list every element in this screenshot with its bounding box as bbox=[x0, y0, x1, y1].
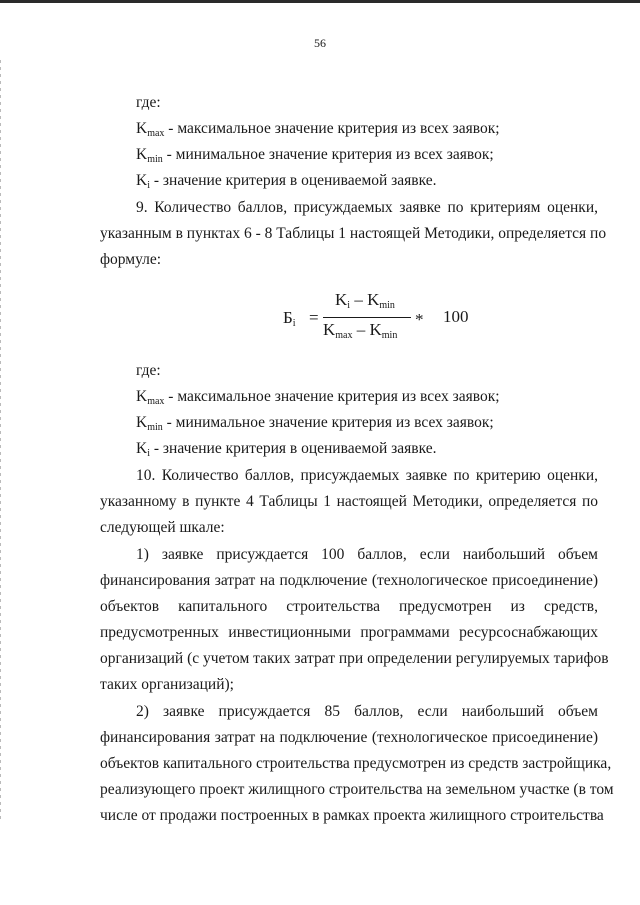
top-border bbox=[0, 0, 640, 3]
fraction-bar bbox=[323, 317, 411, 318]
formula-times: * bbox=[415, 310, 424, 329]
left-scan-edge bbox=[0, 60, 1, 820]
para10-line2: указанному в пункте 4 Таблицы 1 настоящей Методики, определяется по bbox=[100, 493, 598, 510]
item1-line4: предусмотренных инвестиционными программами ресурсоснабжающих bbox=[100, 624, 598, 641]
formula-numerator: $K_i - K_{min}$ bbox=[335, 290, 395, 311]
para9-line1: 9. Количество баллов, присуждаемых заявке по критериям оценки, bbox=[136, 199, 598, 216]
definition-kmin-2: $K_{min}$ - минимальное значение критерия из всех заявок; bbox=[136, 414, 494, 433]
where-label-2: где: bbox=[136, 362, 161, 379]
page-number: 56 bbox=[314, 36, 326, 50]
item1-line5: организаций (с учетом таких затрат при определении регулируемых тарифов bbox=[100, 650, 609, 667]
item2-line3: объектов капитального строительства предусмотрен из средств застройщика, bbox=[100, 755, 612, 772]
para9-line3: формуле: bbox=[100, 251, 162, 268]
item2-line5: числе от продажи построенных в рамках проекта жилищного строительства bbox=[100, 807, 604, 824]
item2-line4: реализующего проект жилищного строительства на земельном участке (в том bbox=[100, 781, 614, 798]
item2-line1: 2) заявке присуждается 85 баллов, если наибольший объем bbox=[136, 703, 598, 720]
score-formula bbox=[283, 290, 483, 350]
item1-line6: таких организаций); bbox=[100, 676, 234, 693]
item2-line2: финансирования затрат на подключение (технологическое присоединение) bbox=[100, 729, 598, 746]
definition-kmax-2: $K_{max}$ - максимальное значение критерия из всех заявок; bbox=[136, 388, 500, 407]
where-label-1: где: bbox=[136, 94, 161, 111]
definition-ki-2: $K_i$ - значение критерия в оцениваемой заявке. bbox=[136, 440, 437, 459]
para10-line3: следующей шкале: bbox=[100, 519, 225, 536]
formula-multiplier: 100 bbox=[443, 307, 469, 326]
para10-line1: 10. Количество баллов, присуждаемых заявке по критерию оценки, bbox=[136, 467, 598, 484]
item1-line3: объектов капитального строительства предусмотрен из средств, bbox=[100, 598, 598, 615]
formula-lhs: $Б_i$ bbox=[283, 308, 296, 329]
formula-denominator: $K_{max} - K_{min}$ bbox=[323, 320, 398, 341]
definition-kmax-1: $K_{max}$ - максимальное значение критерия из всех заявок; bbox=[136, 120, 500, 139]
para9-line2: указанным в пунктах 6 - 8 Таблицы 1 настоящей Методики, определяется по bbox=[100, 225, 607, 242]
item1-line1: 1) заявке присуждается 100 баллов, если наибольший объем bbox=[136, 546, 598, 563]
definition-kmin-1: $K_{min}$ - минимальное значение критерия из всех заявок; bbox=[136, 146, 494, 165]
definition-ki-1: $K_i$ - значение критерия в оцениваемой заявке. bbox=[136, 172, 437, 191]
formula-equals: = bbox=[309, 308, 319, 327]
item1-line2: финансирования затрат на подключение (технологическое присоединение) bbox=[100, 572, 598, 589]
